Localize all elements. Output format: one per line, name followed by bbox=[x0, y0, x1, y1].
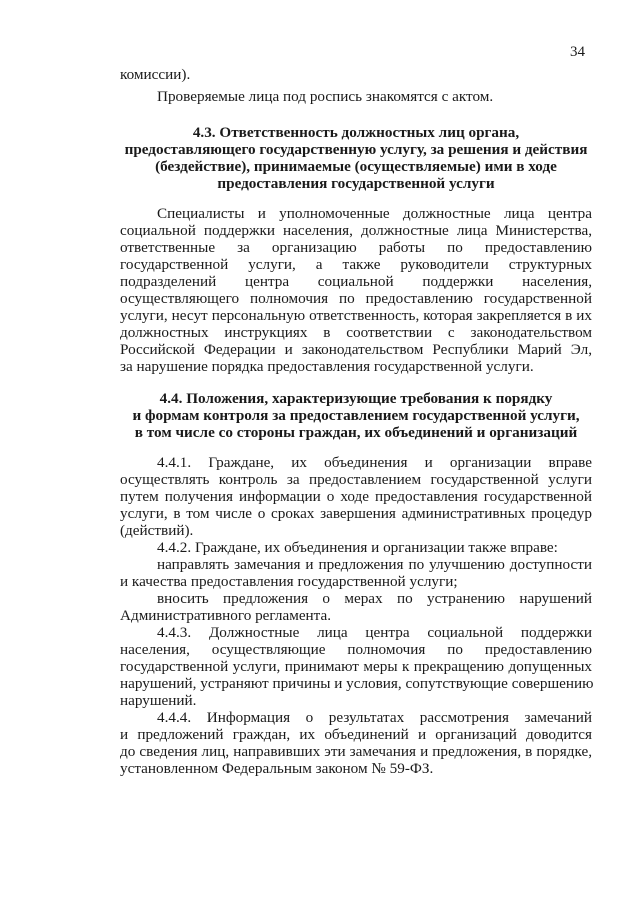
page-number: 34 bbox=[570, 44, 585, 60]
heading-line: и формам контроля за предоставлением государственной услуги, bbox=[132, 407, 580, 424]
text-line: нарушений. bbox=[120, 692, 197, 709]
text-line: Российской Федерации и законодательством Республики Марий Эл, bbox=[120, 341, 592, 358]
text-line: направлять замечания и предложения по улучшению доступности bbox=[157, 556, 592, 573]
text-line: социальной поддержки населения, должностные лица Министерства, bbox=[120, 222, 592, 239]
text-line: установленном Федеральным законом № 59-ФЗ. bbox=[120, 760, 434, 777]
text-line: государственной услуги, принимают меры к прекращению допущенных bbox=[120, 658, 592, 675]
text-line: 4.4.3. Должностные лица центра социальной поддержки bbox=[157, 624, 592, 641]
heading-line: в том числе со стороны граждан, их объединений и организаций bbox=[134, 424, 578, 441]
text-line: осуществлять контроль за предоставлением государственной услуги bbox=[120, 471, 592, 488]
heading-line: (бездействие), принимаемые (осуществляемые) ими в ходе bbox=[155, 158, 557, 175]
intro-line-2: Проверяемые лица под роспись знакомятся с актом. bbox=[157, 88, 494, 105]
text-line: 4.4.4. Информация о результатах рассмотрения замечаний bbox=[157, 709, 592, 726]
text-line: за нарушение порядка предоставления государственной услуги. bbox=[120, 358, 534, 375]
heading-line: предоставляющего государственную услугу, за решения и действия bbox=[124, 141, 588, 158]
text-line: населения, осуществляющие полномочия по предоставлению bbox=[120, 641, 592, 658]
text-line: должностных инструкциях в соответствии с законодательством bbox=[120, 324, 592, 341]
text-line: (действий). bbox=[120, 522, 194, 539]
text-line: ответственные за организацию работы по предоставлению bbox=[120, 239, 592, 256]
text-line: государственной услуги, а также руководители структурных bbox=[120, 256, 592, 273]
intro-line-1: комиссии). bbox=[120, 66, 191, 83]
text-line: 4.4.2. Граждане, их объединения и организации также вправе: bbox=[157, 539, 558, 556]
text-line: услуги, в том числе о сроках завершения административных процедур bbox=[120, 505, 592, 522]
heading-line: 4.4. Положения, характеризующие требования к порядку bbox=[159, 390, 553, 407]
text-line: услуги, несут персональную ответственность, которая закрепляется в их bbox=[120, 307, 592, 324]
heading-line: предоставления государственной услуги bbox=[217, 175, 495, 192]
text-line: путем получения информации о ходе предоставления государственной bbox=[120, 488, 592, 505]
text-line: подразделений центра социальной поддержки населения, bbox=[120, 273, 592, 290]
text-line: 4.4.1. Граждане, их объединения и организации вправе bbox=[157, 454, 592, 471]
text-line: вносить предложения о мерах по устранению нарушений bbox=[157, 590, 592, 607]
heading-line: 4.3. Ответственность должностных лиц органа, bbox=[192, 124, 520, 141]
text-line: нарушений, устраняют причины и условия, сопутствующие совершению bbox=[120, 675, 594, 692]
text-line: Административного регламента. bbox=[120, 607, 332, 624]
text-line: до сведения лиц, направивших эти замечания и предложения, в порядке, bbox=[120, 743, 592, 760]
text-line: и качества предоставления государственной услуги; bbox=[120, 573, 458, 590]
text-line: и предложений граждан, их объединений и организаций доводится bbox=[120, 726, 592, 743]
text-line: Специалисты и уполномоченные должностные лица центра bbox=[157, 205, 592, 222]
text-line: осуществляющего полномочия по предоставлению государственной bbox=[120, 290, 592, 307]
